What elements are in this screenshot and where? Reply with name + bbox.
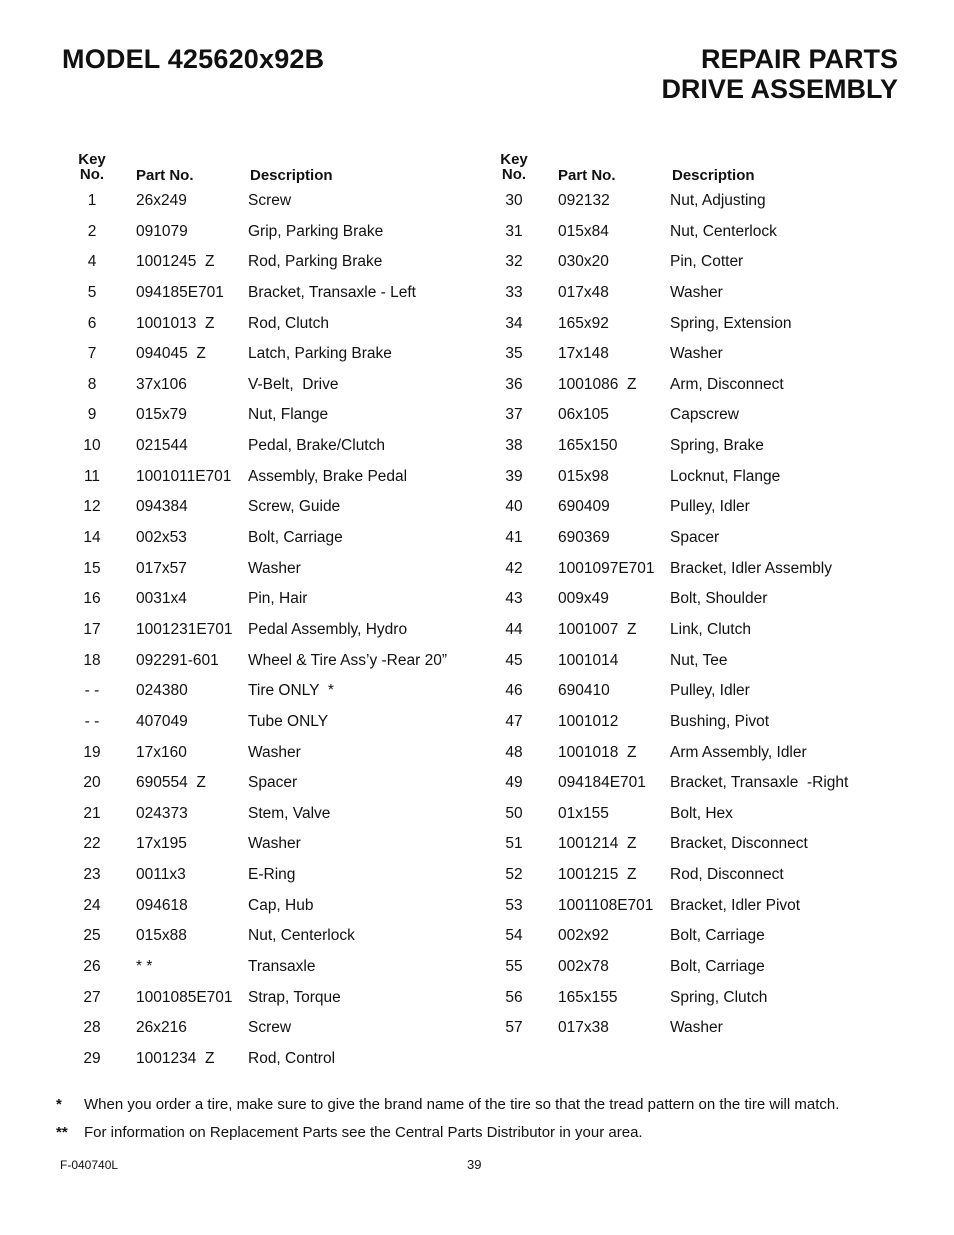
table-row bbox=[492, 523, 912, 554]
table-row bbox=[492, 799, 912, 830]
part-no: 0031x4 bbox=[136, 590, 187, 608]
part-no: 1001013 Z bbox=[136, 314, 215, 332]
key-no: 8 bbox=[87, 375, 97, 393]
key-no: 17 bbox=[83, 620, 101, 638]
table-row bbox=[70, 860, 490, 891]
key-no: 42 bbox=[505, 559, 523, 577]
part-no: 009x49 bbox=[558, 590, 609, 608]
table-row bbox=[70, 554, 490, 585]
part-no: 015x98 bbox=[558, 467, 609, 485]
description-header: Description bbox=[250, 167, 333, 184]
key-no: 52 bbox=[505, 866, 523, 884]
table-row bbox=[70, 584, 490, 615]
table-row bbox=[70, 829, 490, 860]
key-no: 30 bbox=[505, 192, 523, 209]
description: Bushing, Pivot bbox=[670, 712, 770, 730]
table-row bbox=[492, 676, 912, 707]
description: Bolt, Carriage bbox=[670, 958, 765, 976]
part-no: 26x216 bbox=[136, 1019, 187, 1037]
table-row bbox=[70, 309, 490, 340]
description: Pin, Cotter bbox=[670, 253, 744, 271]
description: Bracket, Idler Pivot bbox=[670, 896, 801, 914]
model-title: MODEL 425620x92B bbox=[62, 44, 325, 74]
section-title-line1: REPAIR PARTS bbox=[700, 44, 898, 74]
table-row bbox=[70, 707, 490, 738]
table-row bbox=[70, 217, 490, 248]
parts-table-left bbox=[70, 152, 490, 1075]
description: E-Ring bbox=[248, 866, 296, 884]
description: Bracket, Disconnect bbox=[670, 835, 808, 853]
table-row bbox=[492, 554, 912, 585]
part-no: 37x106 bbox=[136, 375, 187, 393]
table-row bbox=[492, 921, 912, 952]
section-title bbox=[661, 44, 898, 104]
part-no: 690410 bbox=[558, 682, 610, 700]
key-no: 37 bbox=[505, 406, 523, 424]
description: Strap, Torque bbox=[248, 988, 341, 1006]
description: Arm Assembly, Idler bbox=[670, 743, 807, 761]
key-no: 7 bbox=[87, 345, 97, 363]
part-no: 024380 bbox=[136, 682, 188, 700]
description: Rod, Parking Brake bbox=[248, 253, 383, 271]
description: Nut, Adjusting bbox=[670, 192, 766, 209]
key-no: 34 bbox=[505, 314, 523, 332]
part-no: 094618 bbox=[136, 896, 188, 914]
key-no: 50 bbox=[505, 804, 523, 822]
part-no: 01x155 bbox=[558, 804, 609, 822]
page-number: 39 bbox=[467, 1157, 482, 1172]
description: Wheel & Tire Ass’y -Rear 20” bbox=[248, 651, 447, 669]
description: Nut, Centerlock bbox=[670, 222, 777, 240]
key-no: 48 bbox=[505, 743, 523, 761]
table-row bbox=[492, 247, 912, 278]
key-no: 31 bbox=[505, 222, 523, 240]
key-no: 46 bbox=[505, 682, 523, 700]
key-no: 38 bbox=[505, 437, 523, 455]
part-no: 015x79 bbox=[136, 406, 187, 424]
parts-table-right bbox=[492, 152, 912, 1044]
description: Pedal Assembly, Hydro bbox=[248, 620, 408, 638]
document-code: F-040740L bbox=[60, 1158, 119, 1172]
key-no: 22 bbox=[83, 835, 101, 853]
key-no: 20 bbox=[83, 774, 101, 792]
key-no: 15 bbox=[83, 559, 101, 577]
description: Bracket, Idler Assembly bbox=[670, 559, 832, 577]
key-no: 23 bbox=[83, 866, 101, 884]
part-no: 1001014 bbox=[558, 651, 619, 669]
description: Assembly, Brake Pedal bbox=[248, 467, 408, 485]
key-no: 12 bbox=[83, 498, 101, 516]
part-no: 690369 bbox=[558, 529, 610, 547]
part-no: 407049 bbox=[136, 712, 188, 730]
key-no: 27 bbox=[83, 988, 101, 1006]
key-no-header bbox=[492, 152, 536, 182]
table-row bbox=[492, 646, 912, 677]
key-header-line2: No. bbox=[79, 166, 105, 183]
part-no: 165x150 bbox=[558, 437, 618, 455]
part-no: 690409 bbox=[558, 498, 610, 516]
table-row bbox=[492, 217, 912, 248]
description: Stem, Valve bbox=[248, 804, 331, 822]
key-no: 2 bbox=[87, 222, 97, 240]
part-no: 1001108E701 bbox=[558, 896, 654, 914]
key-no: 24 bbox=[83, 896, 101, 914]
description: Transaxle bbox=[248, 958, 316, 976]
part-no: 092132 bbox=[558, 192, 610, 209]
description: Nut, Tee bbox=[670, 651, 728, 669]
description: Cap, Hub bbox=[248, 896, 314, 914]
table-row bbox=[492, 309, 912, 340]
key-no: 47 bbox=[505, 712, 523, 730]
part-no: 1001012 bbox=[558, 712, 619, 730]
part-no: 092291-601 bbox=[136, 651, 219, 669]
part-no: 17x160 bbox=[136, 743, 187, 761]
description: Spring, Brake bbox=[670, 437, 764, 455]
section-title-line2: DRIVE ASSEMBLY bbox=[661, 74, 898, 104]
table-body bbox=[70, 186, 490, 1075]
part-no: 1001007 Z bbox=[558, 620, 637, 638]
description: Screw bbox=[248, 1019, 292, 1037]
key-no: 18 bbox=[83, 651, 101, 669]
key-no: 51 bbox=[505, 835, 523, 853]
description: Washer bbox=[670, 345, 723, 363]
description: Screw bbox=[248, 192, 292, 209]
footnote-text: When you order a tire, make sure to give the brand name of the tire so that the tread pattern on the tire will match. bbox=[84, 1096, 840, 1113]
table-row bbox=[492, 1013, 912, 1044]
part-no: 021544 bbox=[136, 437, 188, 455]
key-no: - - bbox=[84, 682, 100, 700]
description: Tire ONLY * bbox=[248, 682, 334, 700]
table-header bbox=[70, 152, 490, 186]
key-no: 43 bbox=[505, 590, 523, 608]
key-no: 57 bbox=[505, 1019, 523, 1037]
part-no: 094384 bbox=[136, 498, 188, 516]
key-no: 56 bbox=[505, 988, 523, 1006]
table-row bbox=[492, 278, 912, 309]
description: Pin, Hair bbox=[248, 590, 308, 608]
description: Bolt, Shoulder bbox=[670, 590, 768, 608]
description: Bolt, Hex bbox=[670, 804, 733, 822]
table-row bbox=[492, 400, 912, 431]
table-row bbox=[70, 891, 490, 922]
part-no: 0011x3 bbox=[136, 866, 186, 884]
key-header-line2: No. bbox=[501, 166, 527, 183]
description: Washer bbox=[248, 559, 301, 577]
part-no: 017x48 bbox=[558, 283, 609, 301]
footnote-mark: ** bbox=[56, 1124, 68, 1141]
key-no: - - bbox=[84, 712, 100, 730]
table-row bbox=[70, 278, 490, 309]
key-no: 4 bbox=[87, 253, 97, 271]
key-no: 10 bbox=[83, 437, 101, 455]
key-no: 5 bbox=[87, 283, 97, 301]
part-no: 030x20 bbox=[558, 253, 609, 271]
part-no: 1001234 Z bbox=[136, 1049, 215, 1067]
description: Link, Clutch bbox=[670, 620, 751, 638]
table-row bbox=[70, 462, 490, 493]
description: Bolt, Carriage bbox=[248, 529, 343, 547]
description: Bolt, Carriage bbox=[670, 927, 765, 945]
key-no: 33 bbox=[505, 283, 523, 301]
key-no: 28 bbox=[83, 1019, 101, 1037]
part-no: 024373 bbox=[136, 804, 188, 822]
description: Pedal, Brake/Clutch bbox=[248, 437, 385, 455]
description-header: Description bbox=[672, 167, 755, 184]
table-row bbox=[492, 707, 912, 738]
description: Capscrew bbox=[670, 406, 739, 424]
part-no: 1001245 Z bbox=[136, 253, 215, 271]
description: Tube ONLY bbox=[248, 712, 329, 730]
table-row bbox=[70, 615, 490, 646]
description: Washer bbox=[670, 1019, 723, 1037]
table-row bbox=[492, 339, 912, 370]
part-no-header: Part No. bbox=[136, 167, 194, 184]
description: Arm, Disconnect bbox=[670, 375, 784, 393]
key-no: 44 bbox=[505, 620, 523, 638]
table-row bbox=[70, 186, 490, 217]
part-no: * * bbox=[136, 958, 153, 976]
key-no: 29 bbox=[83, 1049, 101, 1067]
key-no: 21 bbox=[83, 804, 101, 822]
description: Pulley, Idler bbox=[670, 682, 750, 700]
description: Bracket, Transaxle -Right bbox=[670, 774, 849, 792]
table-row bbox=[70, 676, 490, 707]
key-no: 36 bbox=[505, 375, 523, 393]
description: Washer bbox=[248, 743, 301, 761]
table-row bbox=[492, 891, 912, 922]
part-no: 690554 Z bbox=[136, 774, 206, 792]
description: Latch, Parking Brake bbox=[248, 345, 392, 363]
table-row bbox=[70, 339, 490, 370]
key-no: 32 bbox=[505, 253, 523, 271]
part-no: 091079 bbox=[136, 222, 188, 240]
table-body bbox=[492, 186, 912, 1044]
key-no: 41 bbox=[505, 529, 523, 547]
key-no: 9 bbox=[87, 406, 97, 424]
description: Spring, Extension bbox=[670, 314, 792, 332]
key-no: 40 bbox=[505, 498, 523, 516]
table-row bbox=[70, 738, 490, 769]
key-no: 26 bbox=[83, 958, 101, 976]
description: Nut, Centerlock bbox=[248, 927, 355, 945]
key-no: 16 bbox=[83, 590, 101, 608]
key-no: 55 bbox=[505, 958, 523, 976]
key-no: 45 bbox=[505, 651, 523, 669]
part-no: 1001215 Z bbox=[558, 866, 637, 884]
part-no: 002x92 bbox=[558, 927, 609, 945]
part-no: 165x155 bbox=[558, 988, 618, 1006]
part-no: 06x105 bbox=[558, 406, 609, 424]
table-row bbox=[70, 431, 490, 462]
part-no: 26x249 bbox=[136, 192, 187, 209]
part-no: 17x148 bbox=[558, 345, 609, 363]
table-row bbox=[492, 584, 912, 615]
table-row bbox=[70, 983, 490, 1014]
key-no: 35 bbox=[505, 345, 523, 363]
description: Bracket, Transaxle - Left bbox=[248, 283, 416, 301]
description: Locknut, Flange bbox=[670, 467, 781, 485]
key-no: 19 bbox=[83, 743, 101, 761]
description: Rod, Disconnect bbox=[670, 866, 784, 884]
footnote-text: For information on Replacement Parts see the Central Parts Distributor in your area. bbox=[84, 1124, 643, 1141]
table-row bbox=[70, 370, 490, 401]
table-row bbox=[492, 186, 912, 217]
table-row bbox=[70, 646, 490, 677]
part-no: 094045 Z bbox=[136, 345, 206, 363]
description: Screw, Guide bbox=[248, 498, 341, 516]
key-no: 53 bbox=[505, 896, 523, 914]
table-row bbox=[70, 523, 490, 554]
table-row bbox=[492, 462, 912, 493]
part-no: 002x78 bbox=[558, 958, 609, 976]
part-no: 015x84 bbox=[558, 222, 609, 240]
table-row bbox=[70, 492, 490, 523]
table-row bbox=[492, 768, 912, 799]
key-no: 49 bbox=[505, 774, 523, 792]
part-no: 1001097E701 bbox=[558, 559, 655, 577]
key-no-header bbox=[70, 152, 114, 182]
part-no: 1001086 Z bbox=[558, 375, 637, 393]
description: Pulley, Idler bbox=[670, 498, 750, 516]
key-no: 39 bbox=[505, 467, 523, 485]
key-no: 1 bbox=[87, 192, 97, 209]
description: Washer bbox=[248, 835, 301, 853]
part-no: 015x88 bbox=[136, 927, 187, 945]
part-no: 1001085E701 bbox=[136, 988, 233, 1006]
table-row bbox=[70, 1013, 490, 1044]
description: Spacer bbox=[248, 774, 298, 792]
part-no: 1001231E701 bbox=[136, 620, 233, 638]
description: Rod, Clutch bbox=[248, 314, 329, 332]
table-row bbox=[492, 370, 912, 401]
table-row bbox=[70, 952, 490, 983]
table-row bbox=[492, 952, 912, 983]
description: Washer bbox=[670, 283, 723, 301]
part-no: 017x57 bbox=[136, 559, 187, 577]
key-no: 25 bbox=[83, 927, 101, 945]
part-no: 17x195 bbox=[136, 835, 187, 853]
table-row bbox=[70, 1044, 490, 1075]
key-header-line1: Key bbox=[78, 151, 106, 168]
table-row bbox=[70, 799, 490, 830]
key-header-line1: Key bbox=[500, 151, 528, 168]
part-no-header: Part No. bbox=[558, 167, 616, 184]
description: Spacer bbox=[670, 529, 720, 547]
table-row bbox=[492, 431, 912, 462]
part-no: 094185E701 bbox=[136, 283, 224, 301]
table-row bbox=[492, 983, 912, 1014]
table-row bbox=[492, 738, 912, 769]
key-no: 54 bbox=[505, 927, 523, 945]
table-row bbox=[70, 921, 490, 952]
part-no: 1001018 Z bbox=[558, 743, 637, 761]
table-row bbox=[492, 860, 912, 891]
description: V-Belt, Drive bbox=[248, 375, 339, 393]
part-no: 017x38 bbox=[558, 1019, 609, 1037]
description: Grip, Parking Brake bbox=[248, 222, 384, 240]
key-no: 14 bbox=[83, 529, 101, 547]
part-no: 1001011E701 bbox=[136, 467, 232, 485]
key-no: 11 bbox=[83, 467, 101, 485]
table-header bbox=[492, 152, 912, 186]
part-no: 165x92 bbox=[558, 314, 609, 332]
table-row bbox=[492, 492, 912, 523]
table-row bbox=[70, 768, 490, 799]
table-row bbox=[492, 615, 912, 646]
description: Rod, Control bbox=[248, 1049, 336, 1067]
part-no: 1001214 Z bbox=[558, 835, 637, 853]
footnote-mark: * bbox=[56, 1096, 62, 1113]
table-row bbox=[70, 247, 490, 278]
table-row bbox=[70, 400, 490, 431]
table-row bbox=[492, 829, 912, 860]
description: Spring, Clutch bbox=[670, 988, 768, 1006]
key-no: 6 bbox=[87, 314, 97, 332]
part-no: 002x53 bbox=[136, 529, 187, 547]
description: Nut, Flange bbox=[248, 406, 329, 424]
part-no: 094184E701 bbox=[558, 774, 646, 792]
